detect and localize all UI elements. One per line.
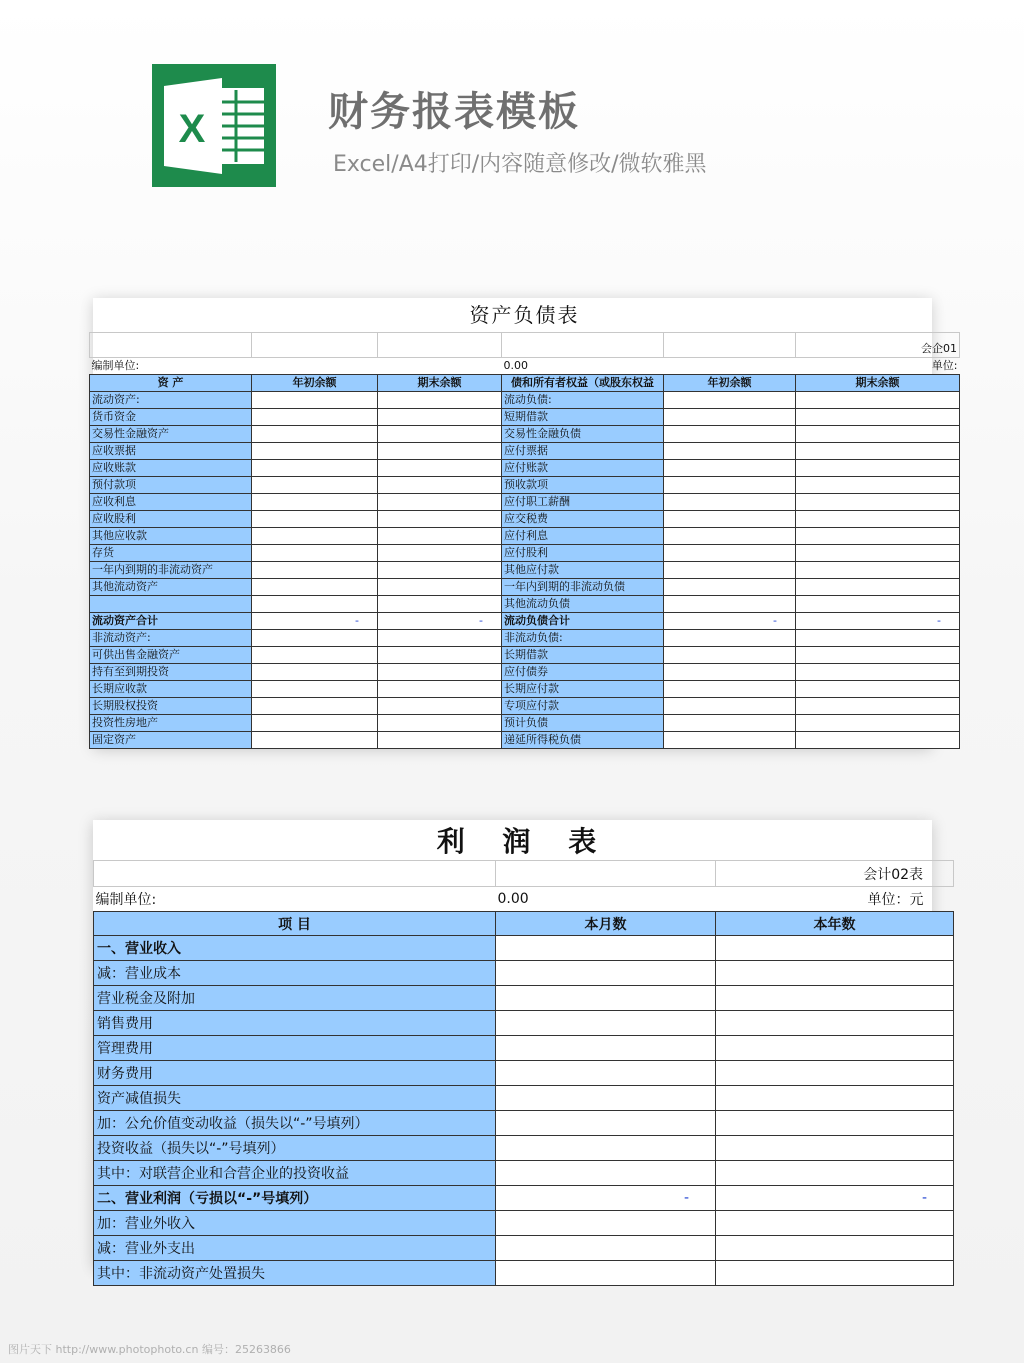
- asset-label: 流动资产合计: [90, 613, 252, 630]
- pt-header-item: 项 目: [94, 912, 496, 936]
- asset-begin-cell[interactable]: [252, 511, 378, 528]
- month-value-cell[interactable]: [496, 961, 716, 986]
- month-value-cell[interactable]: [496, 1036, 716, 1061]
- liability-label: 流动负债合计: [502, 613, 664, 630]
- pt-header-year: 本年数: [716, 912, 954, 936]
- liability-end-cell[interactable]: [796, 392, 960, 409]
- asset-label: 预付款项: [90, 477, 252, 494]
- liability-end-cell[interactable]: [796, 664, 960, 681]
- asset-begin-cell[interactable]: [252, 664, 378, 681]
- month-value-cell[interactable]: [496, 1111, 716, 1136]
- liability-begin-cell[interactable]: [664, 528, 796, 545]
- liability-end-cell[interactable]: [796, 409, 960, 426]
- table-row: [94, 1186, 954, 1211]
- liability-label: 递延所得税负债: [502, 732, 664, 749]
- liability-label: 流动负债:: [502, 392, 664, 409]
- month-value-cell[interactable]: [496, 1161, 716, 1186]
- bs-header-begin-2: 年初余额: [664, 375, 796, 392]
- profit-form-code: 会计02表: [716, 861, 954, 887]
- table-row: [94, 1111, 954, 1136]
- table-row: [90, 681, 960, 698]
- liability-begin-cell[interactable]: [664, 647, 796, 664]
- asset-begin-cell[interactable]: [252, 715, 378, 732]
- year-value-cell[interactable]: [716, 1036, 954, 1061]
- asset-begin-cell[interactable]: [252, 409, 378, 426]
- asset-label: 其他应收款: [90, 528, 252, 545]
- bs-header-assets: 资 产: [90, 375, 252, 392]
- asset-label: 固定资产: [90, 732, 252, 749]
- table-row: [94, 1011, 954, 1036]
- liability-begin-cell[interactable]: [664, 681, 796, 698]
- liability-label: 长期应付款: [502, 681, 664, 698]
- year-value-cell[interactable]: [716, 936, 954, 961]
- page-title: 财务报表模板: [328, 89, 580, 135]
- asset-label: 应收票据: [90, 443, 252, 460]
- liability-label: 预计负债: [502, 715, 664, 732]
- liability-label: 其他流动负债: [502, 596, 664, 613]
- liability-end-cell[interactable]: [796, 460, 960, 477]
- liability-label: 短期借款: [502, 409, 664, 426]
- logo-letter: X: [178, 107, 206, 151]
- month-value-cell[interactable]: [496, 936, 716, 961]
- profit-table: [93, 820, 954, 1286]
- asset-label: 交易性金融资产: [90, 426, 252, 443]
- liability-end-cell[interactable]: [796, 715, 960, 732]
- table-row: [90, 426, 960, 443]
- profit-item-label: 减：营业成本: [94, 961, 496, 986]
- asset-label: 可供出售金融资产: [90, 647, 252, 664]
- year-value-cell[interactable]: [716, 1061, 954, 1086]
- profit-table-title: 利 润 表: [436, 825, 611, 858]
- year-value-cell[interactable]: [716, 1111, 954, 1136]
- table-row: [90, 630, 960, 647]
- table-row: [90, 528, 960, 545]
- balance-sheet-preview: [91, 298, 958, 748]
- month-value-cell[interactable]: [496, 1136, 716, 1161]
- asset-begin-cell[interactable]: [252, 460, 378, 477]
- pt-header-month: 本月数: [496, 912, 716, 936]
- asset-begin-cell[interactable]: [252, 630, 378, 647]
- asset-end-cell[interactable]: [378, 681, 502, 698]
- watermark: 图片天下 http://www.photophoto.cn 编号：25263866: [8, 1343, 291, 1356]
- asset-begin-cell[interactable]: [252, 477, 378, 494]
- profit-item-label: 资产减值损失: [94, 1086, 496, 1111]
- asset-end-cell[interactable]: [378, 664, 502, 681]
- profit-item-label: 营业税金及附加: [94, 986, 496, 1011]
- liability-end-cell[interactable]: [796, 681, 960, 698]
- month-value-cell[interactable]: [496, 1086, 716, 1111]
- table-row: [90, 511, 960, 528]
- asset-label: 投资性房地产: [90, 715, 252, 732]
- bs-header-liabilities: 债和所有者权益（或股东权益: [502, 375, 664, 392]
- asset-end-cell[interactable]: [378, 460, 502, 477]
- liability-end-cell[interactable]: [796, 443, 960, 460]
- table-row: [94, 1036, 954, 1061]
- asset-label: 长期股权投资: [90, 698, 252, 715]
- liability-begin-cell[interactable]: [664, 511, 796, 528]
- profit-table-preview: [93, 820, 932, 1282]
- liability-end-cell[interactable]: [796, 596, 960, 613]
- liability-label: 专项应付款: [502, 698, 664, 715]
- table-row: [94, 986, 954, 1011]
- table-row: [94, 1161, 954, 1186]
- liability-end-cell[interactable]: [796, 579, 960, 596]
- table-row: [90, 613, 960, 630]
- liability-end-cell[interactable]: -: [796, 613, 960, 630]
- liability-label: 交易性金融负债: [502, 426, 664, 443]
- liability-label: 应付利息: [502, 528, 664, 545]
- asset-label: 一年内到期的非流动资产: [90, 562, 252, 579]
- asset-end-cell[interactable]: [378, 596, 502, 613]
- asset-label: 流动资产:: [90, 392, 252, 409]
- asset-begin-cell[interactable]: [252, 443, 378, 460]
- balance-sheet-title: 资产负债表: [469, 303, 580, 327]
- liability-end-cell[interactable]: [796, 545, 960, 562]
- liability-label: 应交税费: [502, 511, 664, 528]
- profit-item-label: 加：营业外收入: [94, 1211, 496, 1236]
- liability-end-cell[interactable]: [796, 732, 960, 749]
- table-row: [94, 961, 954, 986]
- liability-label: 应付票据: [502, 443, 664, 460]
- table-row: [90, 443, 960, 460]
- year-value-cell[interactable]: [716, 1161, 954, 1186]
- liability-begin-cell[interactable]: [664, 630, 796, 647]
- profit-item-label: 一、营业收入: [94, 936, 496, 961]
- year-value-cell[interactable]: [716, 1211, 954, 1236]
- asset-label: 持有至到期投资: [90, 664, 252, 681]
- asset-end-cell[interactable]: [378, 426, 502, 443]
- table-row: [94, 1236, 954, 1261]
- liability-begin-cell[interactable]: [664, 392, 796, 409]
- month-value-cell[interactable]: [496, 1061, 716, 1086]
- table-row: [90, 562, 960, 579]
- profit-item-label: 减：营业外支出: [94, 1236, 496, 1261]
- table-row: [90, 477, 960, 494]
- asset-label: 长期应收款: [90, 681, 252, 698]
- liability-begin-cell[interactable]: [664, 579, 796, 596]
- asset-begin-cell[interactable]: [252, 647, 378, 664]
- table-row: [90, 494, 960, 511]
- asset-end-cell[interactable]: [378, 562, 502, 579]
- liability-end-cell[interactable]: [796, 477, 960, 494]
- asset-end-cell[interactable]: [378, 732, 502, 749]
- table-row: [90, 596, 960, 613]
- table-row: [90, 664, 960, 681]
- asset-end-cell[interactable]: [378, 494, 502, 511]
- profit-item-label: 其中：非流动资产处置损失: [94, 1261, 496, 1286]
- asset-begin-cell[interactable]: [252, 562, 378, 579]
- bs-header-end: 期末余额: [378, 375, 502, 392]
- liability-begin-cell[interactable]: [664, 562, 796, 579]
- liability-label: 一年内到期的非流动负债: [502, 579, 664, 596]
- month-value-cell[interactable]: [496, 1211, 716, 1236]
- liability-label: 非流动负债:: [502, 630, 664, 647]
- liability-begin-cell[interactable]: [664, 477, 796, 494]
- table-row: [90, 579, 960, 596]
- liability-begin-cell[interactable]: [664, 443, 796, 460]
- asset-end-cell[interactable]: [378, 647, 502, 664]
- liability-label: 应付职工薪酬: [502, 494, 664, 511]
- balance-unit-label: 编制单位:: [91, 359, 140, 372]
- year-value-cell[interactable]: [716, 1261, 954, 1286]
- bs-header-end-2: 期末余额: [796, 375, 960, 392]
- balance-currency-label: 单位:: [931, 359, 958, 372]
- asset-end-cell[interactable]: [378, 511, 502, 528]
- month-value-cell[interactable]: -: [496, 1186, 716, 1211]
- profit-item-label: 投资收益（损失以“-”号填列）: [94, 1136, 496, 1161]
- asset-label: 其他流动资产: [90, 579, 252, 596]
- table-row: [90, 545, 960, 562]
- month-value-cell[interactable]: [496, 1011, 716, 1036]
- asset-begin-cell[interactable]: -: [252, 613, 378, 630]
- balance-amount: 0.00: [503, 359, 528, 372]
- asset-end-cell[interactable]: [378, 409, 502, 426]
- liability-begin-cell[interactable]: [664, 596, 796, 613]
- year-value-cell[interactable]: [716, 986, 954, 1011]
- profit-item-label: 加：公允价值变动收益（损失以“-”号填列）: [94, 1111, 496, 1136]
- liability-end-cell[interactable]: [796, 494, 960, 511]
- liability-begin-cell[interactable]: [664, 460, 796, 477]
- asset-begin-cell[interactable]: [252, 579, 378, 596]
- liability-begin-cell[interactable]: [664, 664, 796, 681]
- liability-end-cell[interactable]: [796, 426, 960, 443]
- asset-end-cell[interactable]: [378, 477, 502, 494]
- profit-amount: 0.00: [497, 891, 529, 907]
- profit-item-label: 财务费用: [94, 1061, 496, 1086]
- asset-end-cell[interactable]: [378, 392, 502, 409]
- table-row: [94, 1086, 954, 1111]
- asset-begin-cell[interactable]: [252, 528, 378, 545]
- asset-label: 应收利息: [90, 494, 252, 511]
- liability-label: 其他应付款: [502, 562, 664, 579]
- asset-begin-cell[interactable]: [252, 494, 378, 511]
- liability-end-cell[interactable]: [796, 630, 960, 647]
- table-row: [90, 715, 960, 732]
- asset-begin-cell[interactable]: [252, 392, 378, 409]
- liability-begin-cell[interactable]: [664, 698, 796, 715]
- asset-end-cell[interactable]: -: [378, 613, 502, 630]
- profit-currency-label: 单位：元: [867, 892, 924, 908]
- year-value-cell[interactable]: [716, 1236, 954, 1261]
- liability-label: 应付债券: [502, 664, 664, 681]
- table-row: [94, 1136, 954, 1161]
- balance-form-code: 会企01: [796, 333, 960, 358]
- month-value-cell[interactable]: [496, 1236, 716, 1261]
- asset-label: 存货: [90, 545, 252, 562]
- asset-end-cell[interactable]: [378, 698, 502, 715]
- asset-begin-cell[interactable]: [252, 698, 378, 715]
- asset-label: 货币资金: [90, 409, 252, 426]
- liability-begin-cell[interactable]: [664, 494, 796, 511]
- asset-label: 非流动资产:: [90, 630, 252, 647]
- table-row: [94, 1261, 954, 1286]
- table-row: [90, 392, 960, 409]
- liability-end-cell[interactable]: [796, 528, 960, 545]
- profit-item-label: 销售费用: [94, 1011, 496, 1036]
- year-value-cell[interactable]: [716, 1011, 954, 1036]
- year-value-cell[interactable]: [716, 961, 954, 986]
- asset-label: [90, 596, 252, 613]
- liability-label: 长期借款: [502, 647, 664, 664]
- year-value-cell[interactable]: [716, 1086, 954, 1111]
- liability-begin-cell[interactable]: [664, 715, 796, 732]
- table-row: [90, 409, 960, 426]
- liability-end-cell[interactable]: [796, 698, 960, 715]
- asset-end-cell[interactable]: [378, 443, 502, 460]
- year-value-cell[interactable]: -: [716, 1186, 954, 1211]
- asset-end-cell[interactable]: [378, 545, 502, 562]
- asset-end-cell[interactable]: [378, 528, 502, 545]
- liability-begin-cell[interactable]: [664, 409, 796, 426]
- asset-label: 应收股利: [90, 511, 252, 528]
- liability-begin-cell[interactable]: -: [664, 613, 796, 630]
- asset-begin-cell[interactable]: [252, 545, 378, 562]
- liability-begin-cell[interactable]: [664, 545, 796, 562]
- asset-begin-cell[interactable]: [252, 426, 378, 443]
- profit-unit-label: 编制单位:: [95, 892, 157, 908]
- table-row: [90, 698, 960, 715]
- table-row: [94, 936, 954, 961]
- page-subtitle: Excel/A4打印/内容随意修改/微软雅黑: [333, 152, 707, 177]
- bs-header-begin: 年初余额: [252, 375, 378, 392]
- balance-sheet-table: [89, 298, 960, 749]
- table-row: [90, 460, 960, 477]
- table-row: [90, 647, 960, 664]
- excel-logo-icon: [152, 64, 276, 187]
- month-value-cell[interactable]: [496, 1261, 716, 1286]
- liability-end-cell[interactable]: [796, 562, 960, 579]
- liability-end-cell[interactable]: [796, 647, 960, 664]
- liability-label: 应付账款: [502, 460, 664, 477]
- liability-end-cell[interactable]: [796, 511, 960, 528]
- profit-item-label: 二、营业利润（亏损以“-”号填列）: [94, 1186, 496, 1211]
- month-value-cell[interactable]: [496, 986, 716, 1011]
- table-row: [94, 1211, 954, 1236]
- asset-end-cell[interactable]: [378, 579, 502, 596]
- liability-label: 应付股利: [502, 545, 664, 562]
- table-row: [90, 732, 960, 749]
- asset-label: 应收账款: [90, 460, 252, 477]
- liability-begin-cell[interactable]: [664, 426, 796, 443]
- table-row: [94, 1061, 954, 1086]
- asset-begin-cell[interactable]: [252, 681, 378, 698]
- asset-begin-cell[interactable]: [252, 596, 378, 613]
- liability-begin-cell[interactable]: [664, 732, 796, 749]
- profit-item-label: 其中：对联营企业和合营企业的投资收益: [94, 1161, 496, 1186]
- asset-end-cell[interactable]: [378, 630, 502, 647]
- asset-begin-cell[interactable]: [252, 732, 378, 749]
- year-value-cell[interactable]: [716, 1136, 954, 1161]
- profit-item-label: 管理费用: [94, 1036, 496, 1061]
- asset-end-cell[interactable]: [378, 715, 502, 732]
- liability-label: 预收款项: [502, 477, 664, 494]
